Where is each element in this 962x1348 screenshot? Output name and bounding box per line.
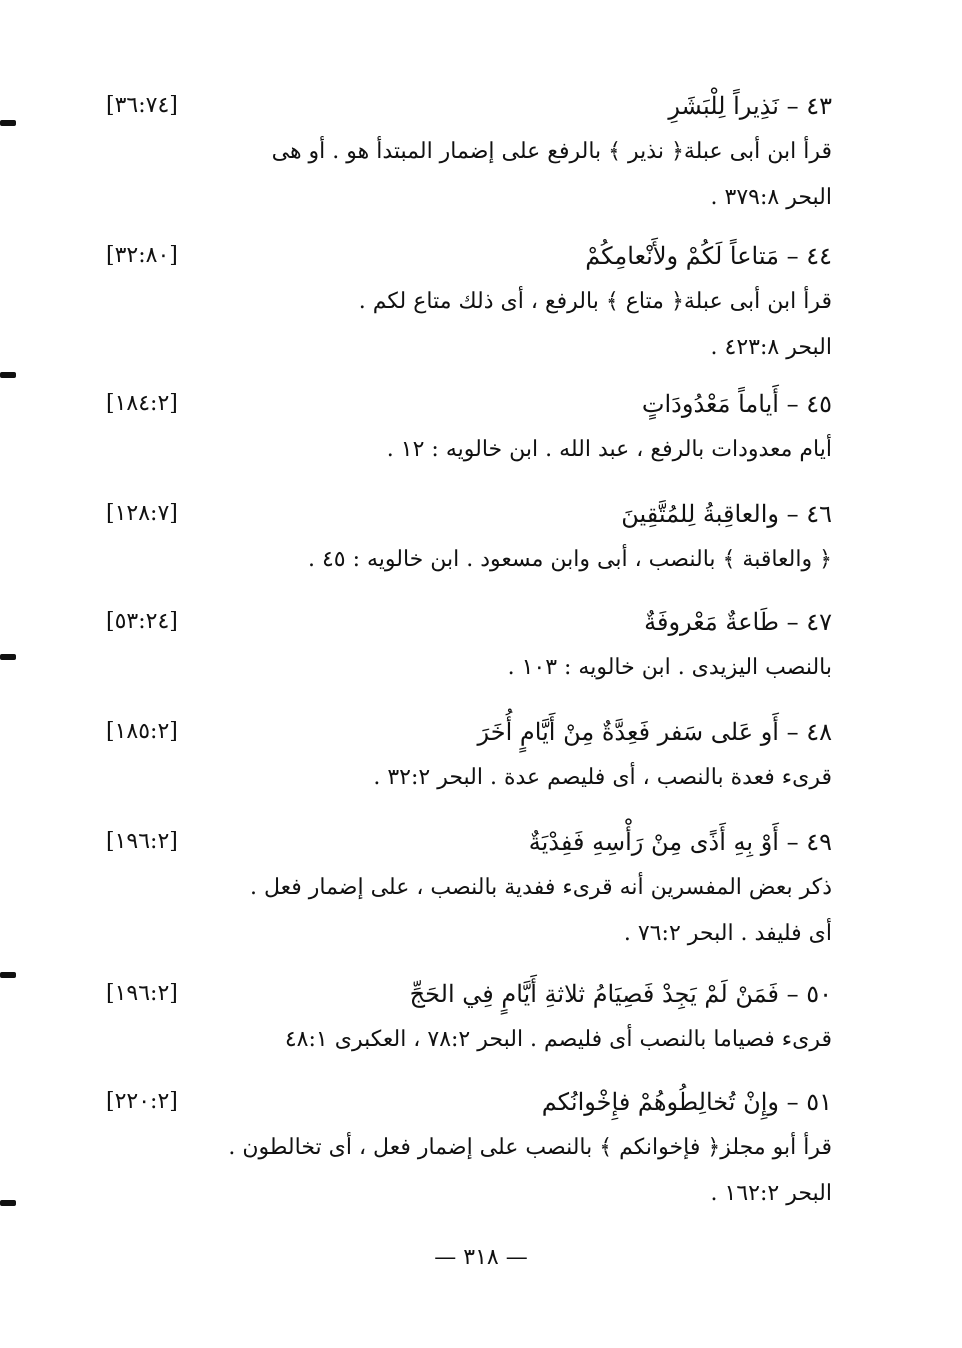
entry-45 (100, 384, 832, 476)
reading-note: ﴿ والعاقبة ﴾ بالنصب ، أبى وابن مسعود . ابن خالويه : ٤٥ . (307, 547, 832, 572)
reading-note: قرىء فعدة بالنصب ، أى فليصم عدة . البحر ٣٢:٢ . (373, 765, 832, 790)
verse-reference: [١٨٤:٢] (106, 391, 178, 416)
verse-heading: ٤٩ – أَوْ بِهِ أَذًى مِنْ رَأْسِهِ فَفِدْيَةٌ (528, 828, 832, 856)
entry-49 (100, 822, 832, 960)
reading-note: قرأ أبو مجلز﴿ فإخوانكم ﴾ بالنصب على إضمار فعل ، أى تخالطون . (228, 1135, 832, 1160)
verse-heading: ٤٥ – أَياماً مَعْدُودَاتٍ (641, 390, 832, 418)
verse-reference: [١٨٥:٢] (106, 719, 178, 744)
source-citation: البحر ٣٧٩:٨ . (710, 185, 832, 210)
entry-51 (100, 1082, 832, 1220)
scan-mark (0, 372, 16, 378)
verse-heading: ٥١ – وإِنْ تُخالِطُوهُمْ فإِخْوانُكم (541, 1088, 832, 1116)
entry-48 (100, 712, 832, 804)
entry-text-line (100, 430, 832, 476)
entry-text-line (100, 1020, 832, 1066)
entry-heading-row (100, 712, 832, 758)
entry-heading-row (100, 86, 832, 132)
reading-note: قرأ ابن أبى عبلة﴿ متاع ﴾ بالرفع ، أى ذلك متاع لكم . (358, 289, 832, 314)
entry-text-line (100, 328, 832, 374)
entry-text-line (100, 132, 832, 178)
scan-mark (0, 654, 16, 660)
entry-heading-row (100, 602, 832, 648)
entry-text-line (100, 282, 832, 328)
entry-50 (100, 974, 832, 1066)
entry-heading-row (100, 384, 832, 430)
source-citation: البحر ١٦٢:٢ . (710, 1181, 832, 1206)
scan-mark (0, 972, 16, 978)
verse-heading: ٤٨ – أَو عَلى سَفر فَعِدَّةٌ مِنْ أَيَّامٍ أُخَرَ (477, 718, 832, 746)
reading-note: قرىء فصياما بالنصب أى فليصم . البحر ٧٨:٢ ، العكبرى ٤٨:١ (284, 1027, 832, 1052)
verse-reference: [١٩٦:٢] (106, 829, 178, 854)
verse-reference: [١٩٦:٢] (106, 981, 178, 1006)
entry-text-line (100, 178, 832, 224)
entry-47 (100, 602, 832, 694)
reading-note: قرأ ابن أبى عبلة﴿ نذير ﴾ بالرفع على إضمار المبتدأ هو . أو هى (271, 139, 832, 164)
entry-43 (100, 86, 832, 224)
source-citation: البحر ٤٢٣:٨ . (710, 335, 832, 360)
entry-heading-row (100, 822, 832, 868)
verse-heading: ٤٦ – والعاقِبةُ لِلمُتَّقِينَ (621, 500, 832, 528)
source-citation: أى فليفد . البحر ٧٦:٢ . (623, 921, 832, 946)
entry-text-line (100, 1128, 832, 1174)
scan-mark (0, 1200, 16, 1206)
page-number: — ٣١٨ — (434, 1245, 528, 1270)
entry-text-line (100, 758, 832, 804)
verse-reference: [٣٦:٧٤] (106, 93, 178, 118)
reading-note: أيام معدودات بالرفع ، عبد الله . ابن خالويه : ١٢ . (386, 437, 832, 462)
reading-note: بالنصب اليزيدى . ابن خالويه : ١٠٣ . (507, 655, 832, 680)
verse-heading: ٤٤ – مَتاعاً لَكُمْ ولأَنْعامِكُمْ (585, 242, 832, 270)
verse-reference: [٣٢:٨٠] (106, 243, 178, 268)
verse-heading: ٥٠ – فَمَنْ لَمْ يَجِدْ فَصِيَامُ ثلاثةِ أَيَّامٍ فِي الحَجِّ (409, 980, 832, 1008)
entry-text-line (100, 914, 832, 960)
entry-text-line (100, 868, 832, 914)
entry-heading-row (100, 494, 832, 540)
entry-46 (100, 494, 832, 586)
verse-reference: [٥٣:٢٤] (106, 609, 178, 634)
entry-heading-row (100, 1082, 832, 1128)
entry-text-line (100, 540, 832, 586)
verse-reference: [١٢٨:٧] (106, 501, 178, 526)
reading-note: ذكر بعض المفسرين أنه قرىء ففدية بالنصب ، على إضمار فعل . (249, 875, 832, 900)
entry-44 (100, 236, 832, 374)
verse-heading: ٤٧ – طَاعةٌ مَعْروفَةٌ (644, 608, 832, 636)
entry-text-line (100, 648, 832, 694)
verse-reference: [٢٢٠:٢] (106, 1089, 178, 1114)
verse-heading: ٤٣ – نَذِيراً لِلْبَشَرِ (668, 92, 832, 120)
scan-mark (0, 120, 16, 126)
entry-heading-row (100, 236, 832, 282)
entry-heading-row (100, 974, 832, 1020)
entry-text-line (100, 1174, 832, 1220)
